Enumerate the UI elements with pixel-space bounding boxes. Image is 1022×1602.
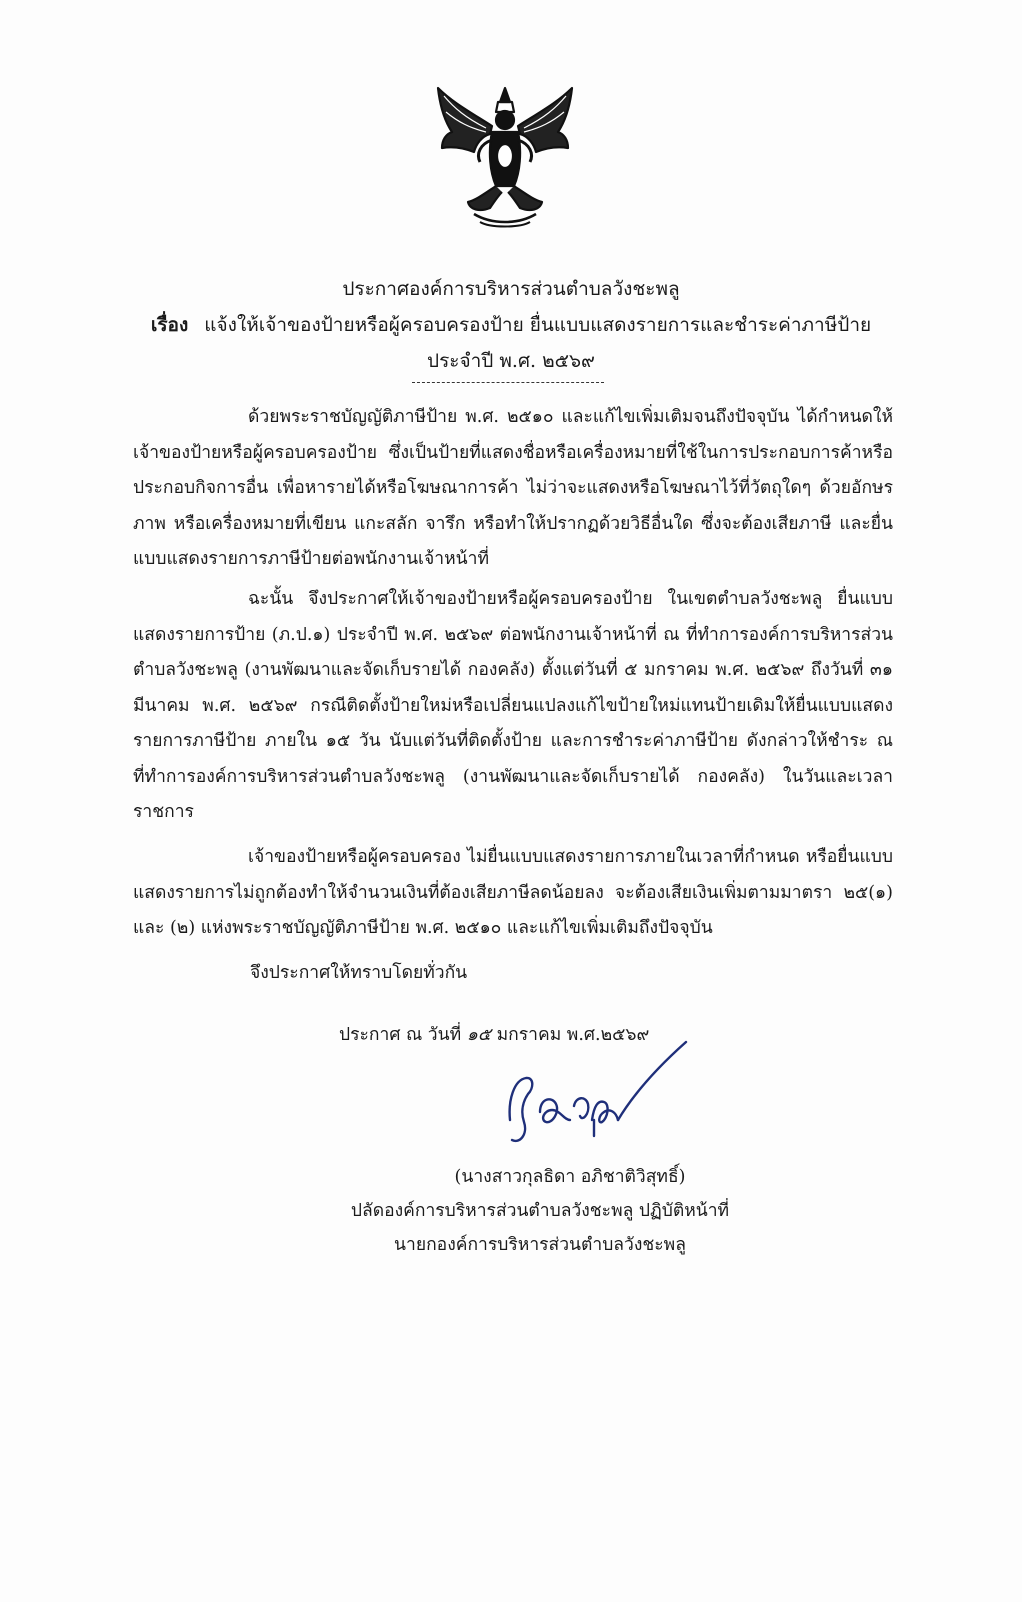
announcement-year: ประจำปี พ.ศ. ๒๕๖๙ <box>427 350 595 372</box>
signatory-position-2: นายกองค์การบริหารส่วนตำบลวังชะพลู <box>394 1235 686 1255</box>
closing-statement: จึงประกาศให้ทราบโดยทั่วกัน <box>250 963 468 983</box>
signatory-position-1: ปลัดองค์การบริหารส่วนตำบลวังชะพลู ปฏิบัติหน้าที่ <box>350 1201 730 1221</box>
date-month-year: มกราคม พ.ศ.๒๕๖๙ <box>496 1025 650 1045</box>
paragraph-1-text: ด้วยพระราชบัญญัติภาษีป้าย พ.ศ. ๒๕๑๐ และแก้ไขเพิ่มเติมจนถึงปัจจุบัน ได้กำหนดให้เจ้าของป้ายหรือผู้ครอบครองป้าย ซึ่งเป็นป้ายที่แสดงชื่อหรือเครื่องหมายที่ใช้ในการประกอบการค้าหรือประกอบกิจการอื่น เพื่อหารายได้หรือโฆษณาการค้า ไม่ว่าจะแสดงหรือโฆษณาไว้ที่วัตถุใดๆ ด้วยอักษร ภาพ หรือเครื่องหมายที่เขียน แกะสลัก จารึก หรือทำให้ปรากฏด้วยวิธีอื่นใด ซึ่งจะต้องเสียภาษี และยื่นแบบแสดงรายการภาษีป้ายต่อพนักงานเจ้าหน้าที่ <box>133 407 893 569</box>
garuda-emblem-icon <box>430 82 580 232</box>
subject-text: แจ้งให้เจ้าของป้ายหรือผู้ครอบครองป้าย ยื่นแบบแสดงรายการและชำระค่าภาษีป้าย <box>204 314 872 336</box>
paragraph-legal-basis <box>133 400 893 578</box>
announcement-title: ประกาศองค์การบริหารส่วนตำบลวังชะพลู <box>342 278 680 300</box>
date-prefix: ประกาศ ณ วันที่ <box>339 1025 462 1045</box>
paragraph-2-text: ฉะนั้น จึงประกาศให้เจ้าของป้ายหรือผู้ครอบครองป้าย ในเขตตำบลวังชะพลู ยื่นแบบแสดงรายการป้าย (ภ.ป.๑) ประจำปี พ.ศ. ๒๕๖๙ ต่อพนักงานเจ้าหน้าที่ ณ ที่ทำการองค์การบริหารส่วนตำบลวังชะพลู (งานพัฒนาและจัดเก็บรายได้ กองคลัง) ตั้งแต่วันที่ ๕ มกราคม พ.ศ. ๒๕๖๙ ถึงวันที่ ๓๑ มีนาคม พ.ศ. ๒๕๖๙ กรณีติดตั้งป้ายใหม่หรือเปลี่ยนแปลงแก้ไขป้ายใหม่แทนป้ายเดิมให้ยื่นแบบแสดงรายการภาษีป้าย ภายใน ๑๕ วัน นับแต่วันที่ติดตั้งป้าย และการชำระค่าภาษีป้าย ดังกล่าวให้ชำระ ณ ที่ทำการองค์การบริหารส่วนตำบลวังชะพลู (งานพัฒนาและจัดเก็บรายได้ กองคลัง) ในวันและเวลาราชการ <box>133 589 893 822</box>
announcement-subject <box>0 310 1022 340</box>
subject-label: เรื่อง <box>150 314 189 336</box>
heading-divider <box>412 382 604 383</box>
paragraph-penalty <box>133 840 893 947</box>
signatory-name: (นางสาวกุลธิดา อภิชาติวิสุทธิ์) <box>454 1167 686 1187</box>
paragraph-filing-instructions <box>133 582 893 831</box>
paragraph-3-text: เจ้าของป้ายหรือผู้ครอบครอง ไม่ยื่นแบบแสดงรายการภายในเวลาที่กำหนด หรือยื่นแบบแสดงรายการไม่ถูกต้องทำให้จำนวนเงินที่ต้องเสียภาษีลดน้อยลง จะต้องเสียเงินเพิ่มตามมาตรา ๒๕(๑) และ (๒) แห่งพระราชบัญญัติภาษีป้าย พ.ศ. ๒๕๑๐ และแก้ไขเพิ่มเติมถึงปัจจุบัน <box>133 847 893 938</box>
date-day: ๑๕ <box>466 1025 492 1045</box>
handwritten-signature <box>490 1040 700 1160</box>
